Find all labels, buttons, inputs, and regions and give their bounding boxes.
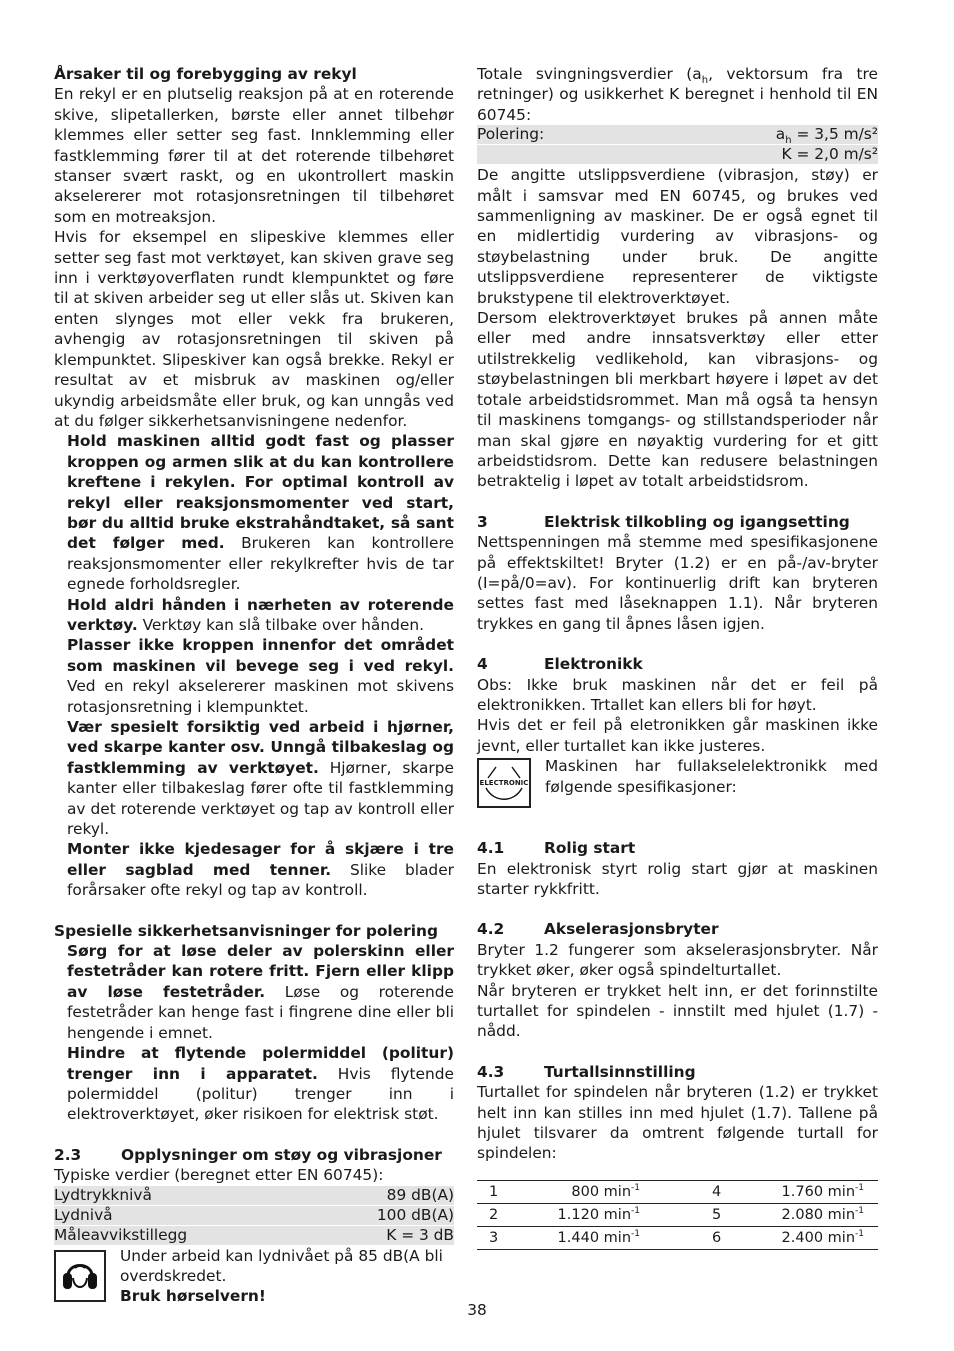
noise-row: Lydnivå 100 dB(A) [54,1205,454,1224]
table-row [477,1203,878,1226]
polering-item-1: Sørg for at løse deler av polerskinn eller festetråder kan rotere fritt. Fjern eller klipp av løse festetråder. Løse og roterende festetråder kan henge fast i fingrene dine eller bli hengende i emnet. [67,942,454,1042]
rekyl-item-5: Monter ikke kjedesager for å skjære i tre eller sagblad med tenner. Slike blader forårsaker ofte rekyl og tap av kontroll. [67,840,455,900]
table-row [477,1226,878,1249]
section-3-heading: 3 Elektrisk tilkobling og igangsetting [477,512,850,531]
section-3-text: Nettspenningen må stemme med spesifikasjonene på effektskiltet! Bryter (1.2) er en på-/av-bryter (I=på/0=av). For kontinuerlig drift kan bryteren settes fast med låseknappen 1.1). Når bryteren trykkes en gang til åpnes låsen igjen. [477,533,878,633]
rekyl-item-3: Plasser ikke kroppen innenfor det området som maskinen vil bevege seg i ved rekyl. Ved en rekyl akselererer maskinen mot skivens rotasjonsretning i klempunktet. [67,636,454,716]
vibration-row: Polering: $a_h = 3,5$ m/s² [477,125,878,147]
section-4-2-paragraph-2: Når bryteren er trykket helt inn, er det forinnstilte turtallet for spindelen - innstilt med hjulet (1.7) - nådd. [477,981,878,1041]
section-4-paragraph-3: Maskinen har fullakselelektronikk med følgende spesifikasjoner: [545,757,878,796]
speed-value: 2.400 $\min^{-1}$ [742,1226,878,1249]
speed-value: 1.760 $\min^{-1}$ [742,1180,878,1203]
speed-table [477,1180,878,1250]
left-column [54,64,454,1307]
section-4-2-paragraph-1: Bryter 1.2 fungerer som akselerasjonsbryter. Når trykket øker, øker også spindelturtallet. [477,940,878,980]
electronic-icon: ELECTRONIC [477,758,531,808]
section-4-heading: 4 Elektronikk [477,655,643,674]
rekyl-paragraph-2: Hvis for eksempel en slipeskive klemmes eller setter seg fast mot verktøyet, kan skiven grave seg inn i verktøyoverflaten rundt klempunktet og føre til at skiven arbeider seg ut eller slås ut. Skiven kan enten slynges mot eller vekk fra brukeren, avhengig av rotasjonsretningen til skiven på klempunktet. Slipeskiver kan også brekke. Rekyl er resultat av et misbruk av maskinen og/eller ukyndig arbeidsmåte eller bruk, og kan unngås ved at du følger sikkerhetsanvisningene nedenfor. [54,228,454,430]
noise-row: Måleavvikstillegg K = 3 dB [54,1225,454,1244]
speed-setting: 3 [477,1226,515,1249]
rekyl-heading: Årsaker til og forebygging av rekyl [54,65,357,83]
speed-setting: 4 [676,1180,742,1203]
section-4-paragraph-2: Hvis det er feil på eletronikken går maskinen ikke jevnt, eller turtallet kan ikke justeres. [477,716,878,755]
vibration-intro: Totale svingningsverdier ($a_h$, vektorsum fra tre retninger) og usikkerhet K beregnet i henhold til EN 60745: [477,65,878,124]
rekyl-item-1: Hold maskinen alltid godt fast og plasser kroppen og armen slik at du kan kontrollere kreftene i rekylen. For optimal kontroll av rekyl eller reaksjonsmomenter ved start, bør du alltid bruke ekstrahåndtaket, så sant det følger med. Brukeren kan kontrollere reaksjonsmomenter eller rekylkrefter hvis de tar egnede forholdsregler. [67,432,454,594]
section-4-2-heading: 4.2 Akselerasjonsbryter [477,920,719,939]
noise-note: Under arbeid kan lydnivået på 85 dB(A bli overdskredet. [120,1246,443,1285]
ear-protection-icon [54,1250,106,1302]
vibration-uncertainty-row: K = 2,0 m/s² [477,145,878,164]
section-4-1-text: En elektronisk styrt rolig start gjør at maskinen starter rykkfritt. [477,859,878,898]
electronic-block [477,756,878,808]
rekyl-paragraph-1: En rekyl er en plutselig reaksjon på at en roterende skive, slipetallerken, børste eller annet tilbehør klemmes eller setter seg fast. Innklemming eller fastklemming fører til at det roterende tilbehøret stanser svært raskt, og en ukontrollert maskin akselererer mot rotasjonsretningen til tilbehøret som en motreaksjon. [54,85,454,226]
speed-setting: 2 [477,1203,515,1226]
hearing-warning: Bruk hørselvern! [120,1287,266,1306]
section-4-3-text: Turtallet for spindelen når bryteren (1.2) er trykket helt inn kan stilles inn med hjulet (1.7). Tallene på hjulet tilsvarer da omtrent følgende turtall for spindelen: [477,1083,878,1163]
speed-value: 1.440 $\min^{-1}$ [515,1226,676,1249]
speed-value: 1.120 $\min^{-1}$ [515,1203,676,1226]
noise-intro: Typiske verdier (beregnet etter EN 60745): [54,1166,384,1185]
speed-setting: 1 [477,1180,515,1203]
speed-value: 800 $\min^{-1}$ [515,1180,676,1203]
speed-value: 2.080 $\min^{-1}$ [742,1203,878,1226]
noise-row: Lydtrykknivå 89 dB(A) [54,1185,454,1204]
polering-item-2: Hindre at flytende polermiddel (politur) trenger inn i apparatet. Hvis flytende polermiddel (politur) trenger inn i elektroverktøyet, øker risikoen for elektrisk støt. [67,1044,454,1124]
hearing-protection-block [54,1246,454,1307]
section-2-3-heading: 2.3 Opplysninger om støy og vibrasjoner [54,1145,442,1164]
speed-setting: 6 [676,1226,742,1249]
vibration-paragraph-1: De angitte utslippsverdiene (vibrasjon, støy) er målt i samsvar med EN 60745, og brukes ved sammenligning av maskiner. De er også egnet til en midlertidig vurdering av vibrasjons- og støybelastning under bruk. De angitte utslippsverdiene representerer de viktigste brukstypene til elektroverktøyet. [477,166,878,307]
speed-setting: 5 [676,1203,742,1226]
section-4-1-heading: 4.1 Rolig start [477,839,636,858]
right-column [477,64,878,1250]
rekyl-item-2: Hold aldri hånden i nærheten av roterende verktøy. Verktøy kan slå tilbake over hånden. [67,595,454,634]
vibration-paragraph-2: Dersom elektroverktøyet brukes på annen måte eller med andre innsatsverktøy eller etter utilstrekkelig vedlikehold, kan vibrasjons- og støybelastningen bli merkbart høyere i løpet av det totale arbeidstidsrommet. Man må også ta hensyn til maskinens tomgangs- og stillstandsperioder når man skal gjøre en nøyaktig vurdering for et gitt arbeidstidsrom. Dette kan redusere belastningen betraktelig i løpet av totalt arbeidstidsrom. [477,309,878,491]
page-number: 38 [467,1301,487,1319]
section-4-3-heading: 4.3 Turtallsinnstilling [477,1062,696,1081]
table-row [477,1180,878,1203]
section-4-paragraph-1: Obs: Ikke bruk maskinen når det er feil på elektronikken. Trtallet kan ellers bli for høyt. [477,675,878,714]
rekyl-item-4: Vær spesielt forsiktig ved arbeid i hjørner, ved skarpe kanter osv. Unngå tilbakeslag og fastklemming av verktøyet. Hjørner, skarpe kanter eller tilbakeslag fører ofte til fastklemming av det roterende verktøyet og tap av kontroll eller rekyl. [67,718,454,839]
polering-heading: Spesielle sikkerhetsanvisninger for polering [54,921,438,940]
